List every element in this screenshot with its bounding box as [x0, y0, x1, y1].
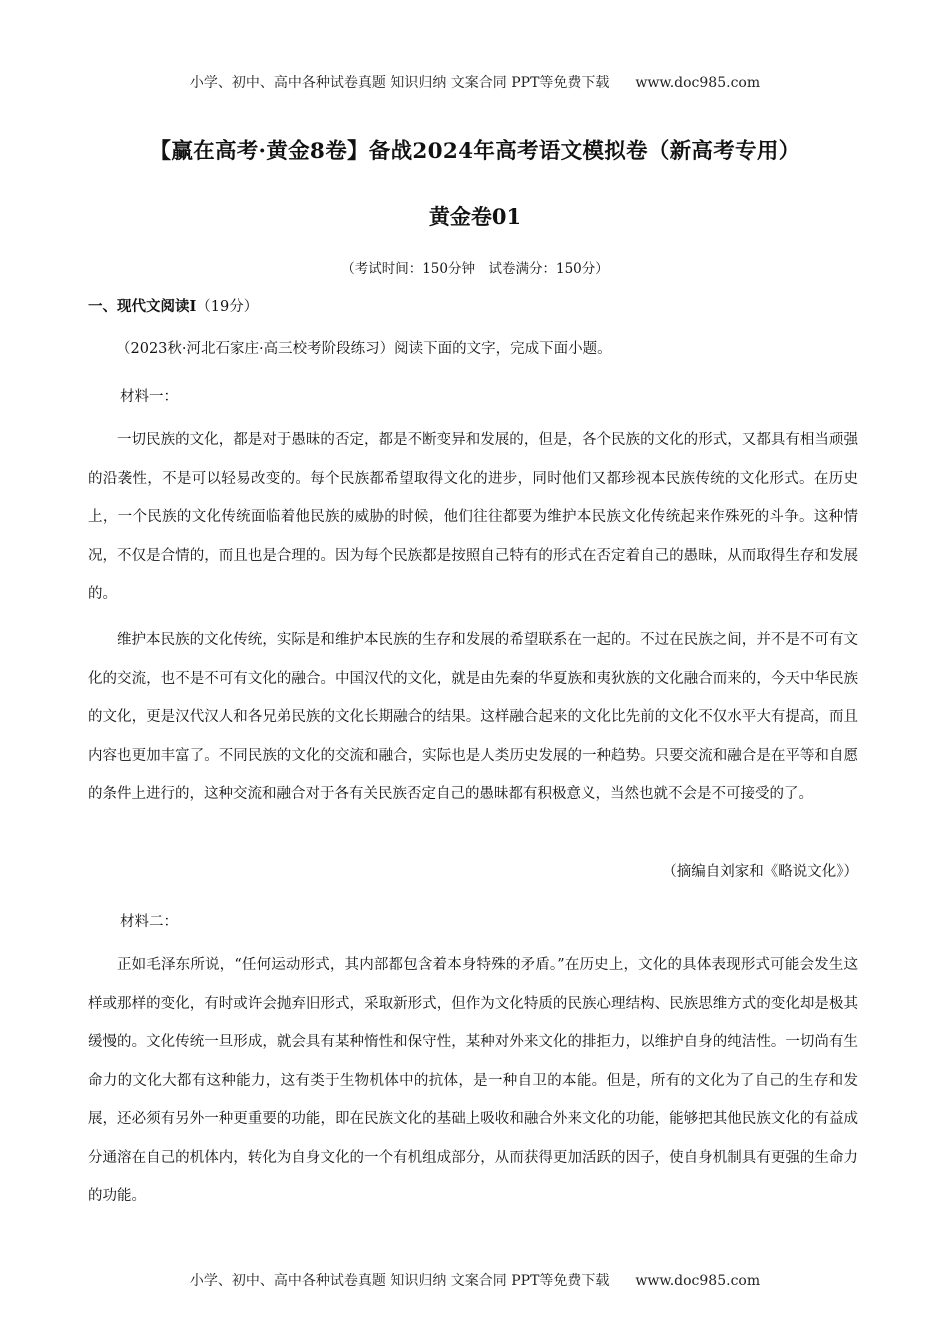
material-one-credit: （摘编自刘家和《略说文化》）	[662, 864, 858, 880]
header-banner	[0, 72, 950, 92]
footer-site-link[interactable]: www.doc985.com	[635, 1273, 761, 1289]
section-points: （19分）	[196, 299, 259, 315]
material-two-label: 材料二：	[120, 914, 178, 930]
footer-banner-text: 小学、初中、高中各种试卷真题 知识归纳 文案合同 PPT等免费下载	[189, 1273, 610, 1289]
material-one-paragraph: 一切民族的文化，都是对于愚昧的否定，都是不断变异和发展的，但是，各个民族的文化的形式，又都具有相当顽强的沿袭性，不是可以轻易改变的。每个民族都希望取得文化的进步，同时他们又都珍视本民族传统的文化形式。在历史上，一个民族的文化传统面临着他民族的威胁的时候，他们往往都要为维护本民族文化传统起来作殊死的斗争。这种情况，不仅是合情的，而且也是合理的。因为每个民族都是按照自己特有的形式在否定着自己的愚昧，从而取得生存和发展的。	[88, 432, 858, 602]
exam-title: 【赢在高考·黄金8卷】备战2024年高考语文模拟卷（新高考专用）	[149, 139, 801, 164]
material-two-paragraph: 正如毛泽东所说，“任何运动形式，其内部都包含着本身特殊的矛盾。”在历史上，文化的具体表现形式可能会发生这样或那样的变化，有时或许会抛弃旧形式，采取新形式，但作为文化特质的民族心理结构、民族思维方式的变化却是极其缓慢的。文化传统一旦形成，就会具有某种惰性和保守性，某种对外来文化的排拒力，以维护自身的纯洁性。一切尚有生命力的文化大都有这种能力，这有类于生物机体中的抗体，是一种自卫的本能。但是，所有的文化为了自己的生存和发展，还必须有另外一种更重要的功能，即在民族文化的基础上吸收和融合外来文化的功能，能够把其他民族文化的有益成分通溶在自己的机体内，转化为自身文化的一个有机组成部分，从而获得更加活跃的因子，使自身机制具有更强的生命力的功能。	[88, 957, 858, 1204]
source-note: （2023秋·河北石家庄·高三校考阶段练习）阅读下面的文字，完成下面小题。	[116, 341, 612, 357]
header-site-link[interactable]: www.doc985.com	[635, 75, 761, 91]
material-one-label: 材料一：	[120, 389, 178, 405]
section-heading	[88, 295, 258, 316]
header-banner-text: 小学、初中、高中各种试卷真题 知识归纳 文案合同 PPT等免费下载	[189, 75, 610, 91]
exam-subtitle: 黄金卷01	[428, 204, 522, 229]
material-one-paragraph: 维护本民族的文化传统，实际是和维护本民族的生存和发展的希望联系在一起的。不过在民族之间，并不是不可有文化的交流，也不是不可有文化的融合。中国汉代的文化，就是由先秦的华夏族和夷狄族的文化融合而来的，今天中华民族的文化，更是汉代汉人和各兄弟民族的文化长期融合的结果。这样融合起来的文化比先前的文化不仅水平大有提高，而且内容也更加丰富了。不同民族的文化的交流和融合，实际也是人类历史发展的一种趋势。只要交流和融合是在平等和自愿的条件上进行的，这种交流和融合对于各有关民族否定自己的愚昧都有积极意义，当然也就不会是不可接受的了。	[88, 632, 858, 802]
footer-banner	[0, 1270, 950, 1290]
section-heading-text: 一、现代文阅读Ⅰ	[88, 298, 197, 315]
exam-info: （考试时间：150分钟 试卷满分：150分）	[341, 261, 609, 277]
